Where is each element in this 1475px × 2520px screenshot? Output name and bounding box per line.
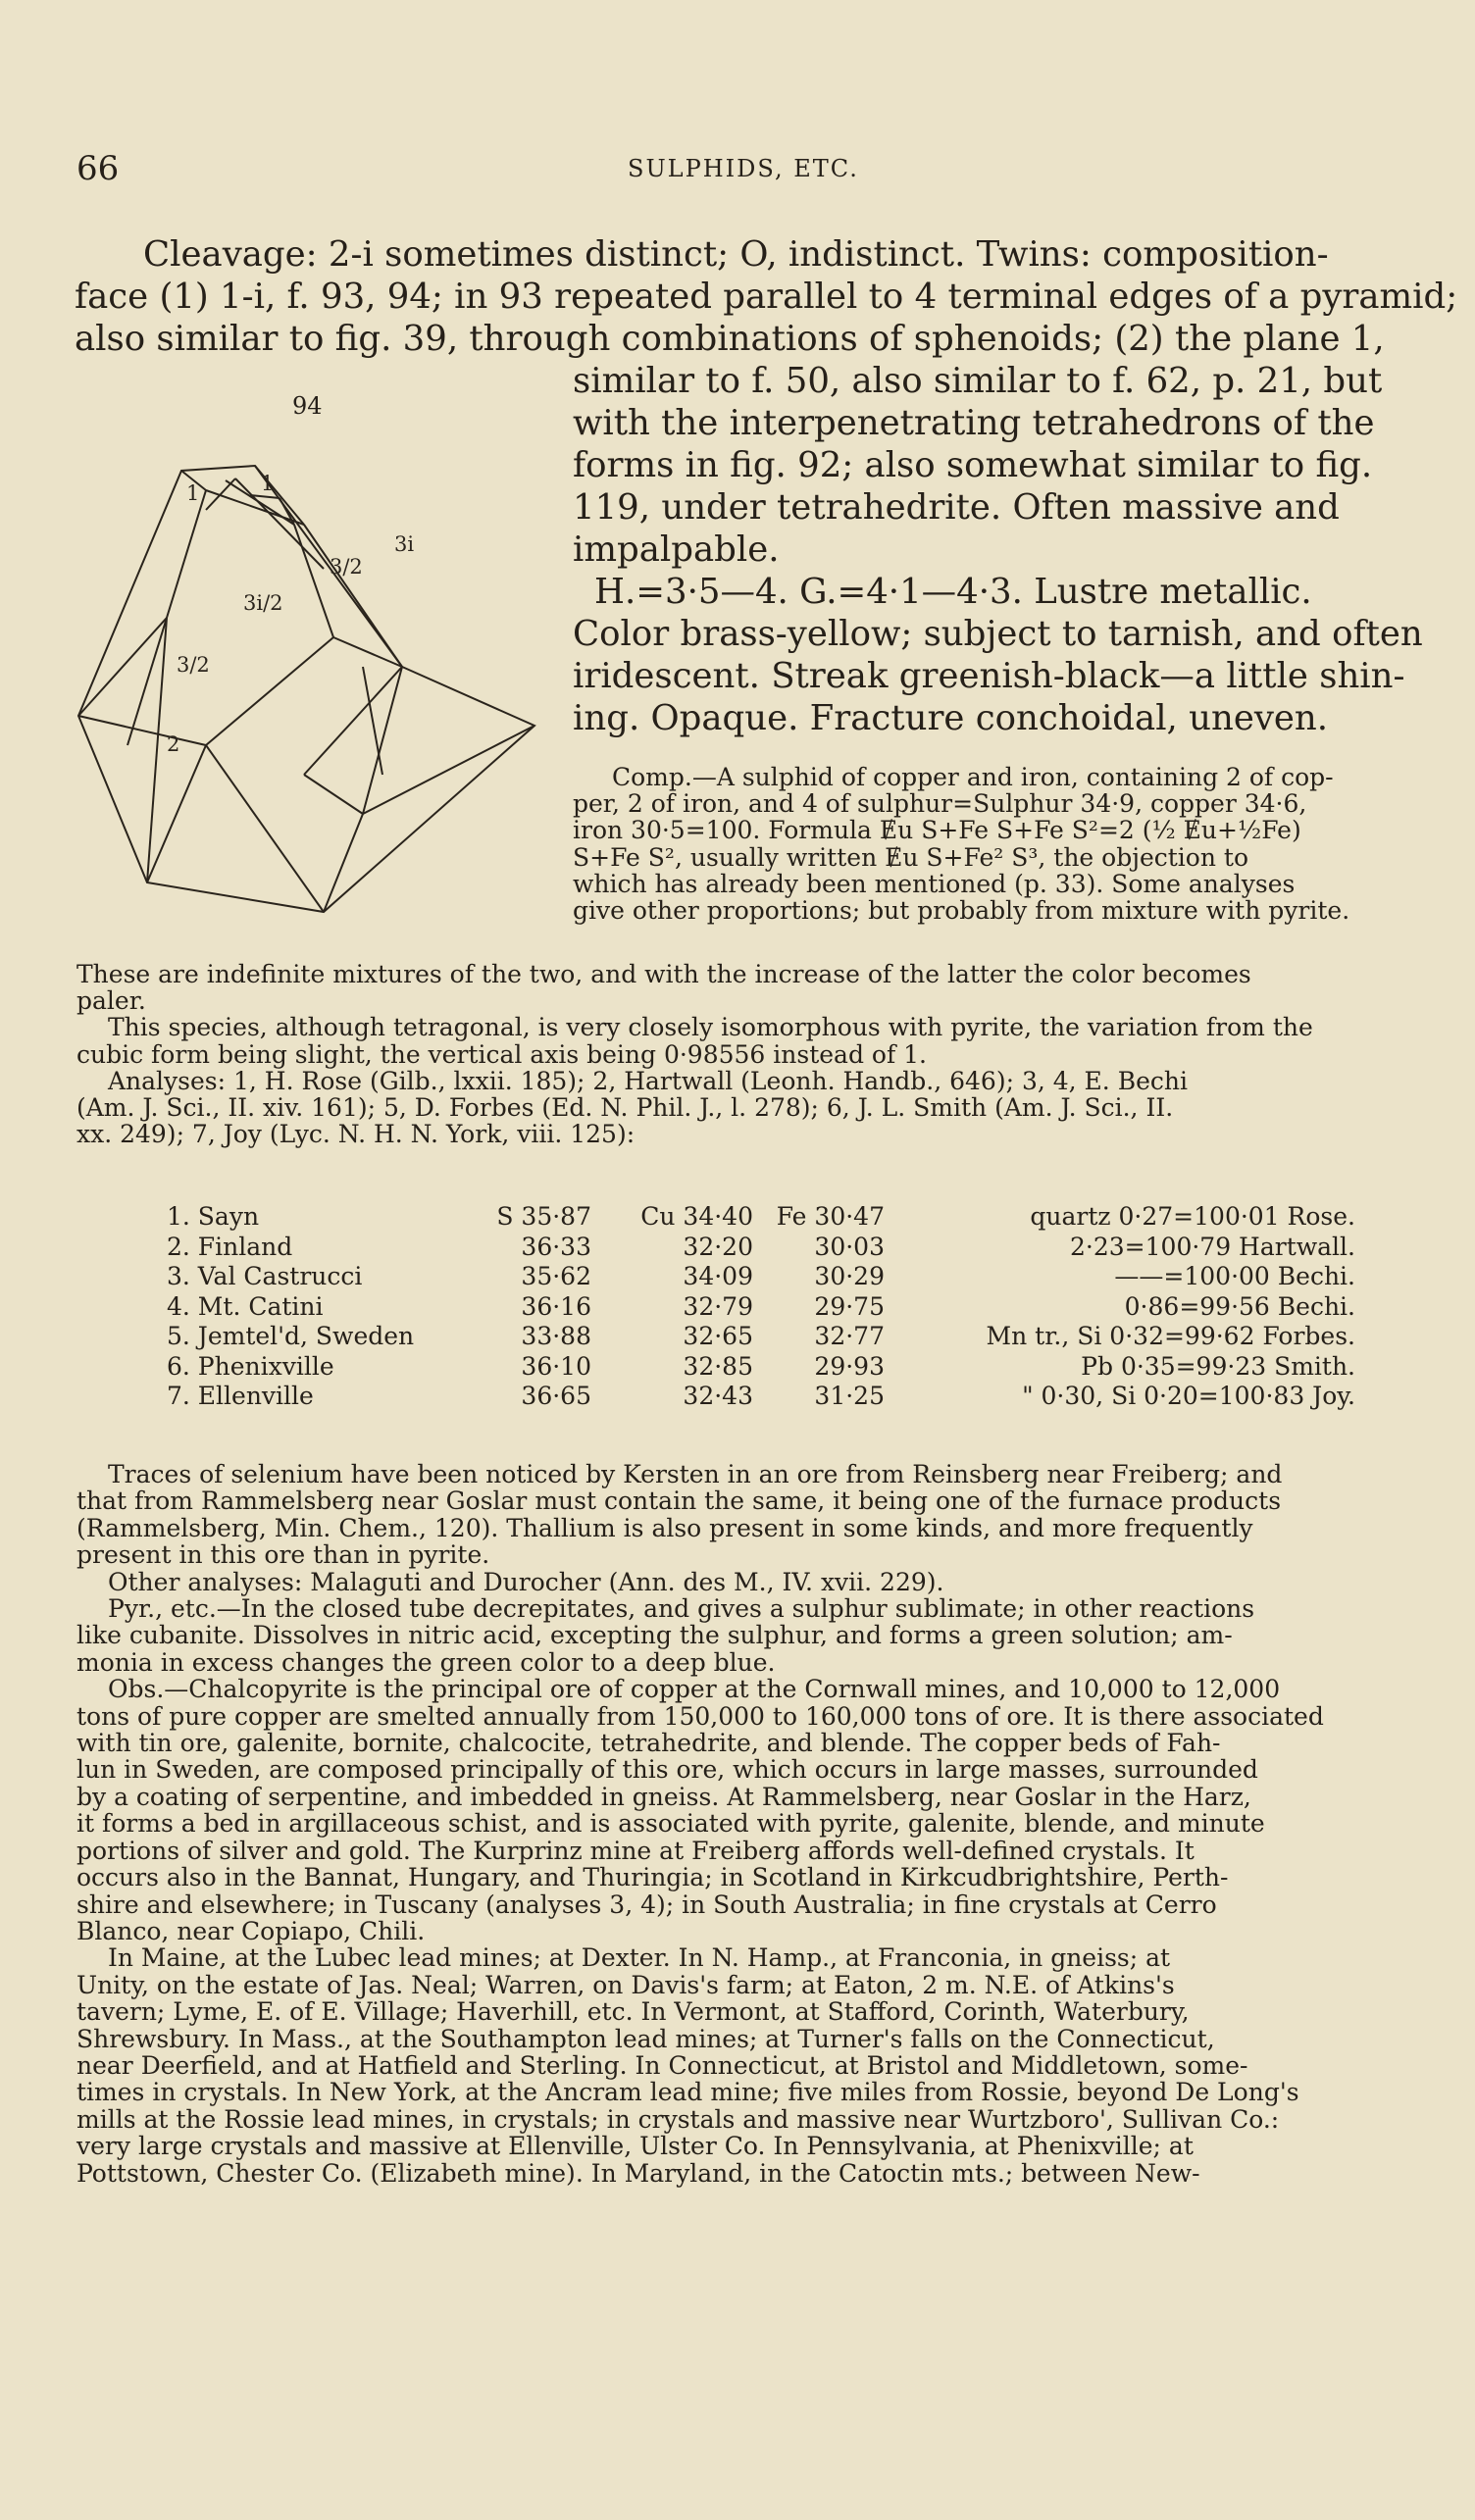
text-line: 119, under tetrahedrite. Often massive and: [573, 487, 1340, 528]
text-line: Shrewsbury. In Mass., at the Southampton lead mines; at Turner's falls on the Connecticut,: [76, 2024, 1215, 2053]
crystal-figure-94: [69, 422, 559, 971]
analysis-locality: 1. Sayn: [167, 1202, 260, 1231]
text-line: near Deerfield, and at Hatfield and Sterling. In Connecticut, at Bristol and Middletown, some-: [76, 2050, 1248, 2080]
text-line: per, 2 of iron, and 4 of sulphur=Sulphur 34·9, copper 34·6,: [573, 789, 1307, 819]
crystal-outline: [78, 466, 534, 912]
crystal-edge: [206, 637, 333, 745]
text-line: cubic form being slight, the vertical axis being 0·98556 instead of 1.: [76, 1039, 927, 1069]
sulphur-value: 36·65: [521, 1382, 591, 1410]
table-row: [167, 1382, 1355, 1412]
text-line: that from Rammelsberg near Goslar must contain the same, it being one of the furnace products: [76, 1487, 1282, 1516]
crystal-edge: [127, 618, 167, 745]
text-line: mills at the Rossie lead mines, in crystals; in crystals and massive near Wurtzboro', Sullivan Co.:: [76, 2104, 1280, 2134]
text-line: with the interpenetrating tetrahedrons of the: [573, 403, 1375, 443]
text-line: tavern; Lyme, E. of E. Village; Haverhill, etc. In Vermont, at Stafford, Corinth, Waterbury,: [76, 1997, 1190, 2027]
face-label: 3i/2: [243, 591, 283, 615]
text-line: This species, although tetragonal, is very closely isomorphous with pyrite, the variation from the: [108, 1013, 1313, 1042]
face-label: 3/2: [177, 653, 210, 677]
text-line: Unity, on the estate of Jas. Neal; Warren, on Davis's farm; at Eaton, 2 m. N.E. of Atkins's: [76, 1970, 1175, 1999]
sulphur-value: 35·62: [521, 1262, 591, 1290]
analysis-locality: 7. Ellenville: [167, 1382, 314, 1410]
text-line: iridescent. Streak greenish-black—a little shin-: [573, 656, 1405, 696]
text-line: xx. 249); 7, Joy (Lyc. N. H. N. York, viii. 125):: [76, 1120, 636, 1149]
remainder-and-analyst: Pb 0·35=99·23 Smith.: [1081, 1351, 1355, 1381]
crystal-edge: [206, 479, 235, 510]
sulphur-value: 36·16: [521, 1291, 591, 1321]
text-line: Cleavage: 2-i sometimes distinct; O, indistinct. Twins: composition-: [143, 234, 1329, 275]
text-line: Pyr., etc.—In the closed tube decrepitates, and gives a sulphur sublimate; in other reactions: [108, 1594, 1255, 1624]
text-line: S+Fe S², usually written Ɇu S+Fe² S³, the objection to: [573, 842, 1249, 872]
table-row: [167, 1322, 1355, 1352]
analysis-locality: 3. Val Castrucci: [167, 1262, 363, 1290]
analysis-locality: 6. Phenixville: [167, 1351, 334, 1381]
cleavage-paragraph: [75, 233, 1458, 360]
crystal-edge: [324, 814, 363, 912]
face-label: 2: [167, 732, 180, 756]
running-head: SULPHIDS, ETC.: [628, 155, 859, 182]
crystal-edge: [363, 667, 382, 775]
remainder-and-analyst: ——=100·00 Bechi.: [1114, 1262, 1355, 1290]
analyses-table: [167, 1202, 1355, 1412]
page-number: 66: [76, 149, 120, 188]
text-line: Color brass-yellow; subject to tarnish, and often: [573, 614, 1423, 654]
text-line: Pottstown, Chester Co. (Elizabeth mine). In Maryland, in the Catoctin mts.; between New-: [76, 2158, 1200, 2188]
lower-paragraphs: [76, 1461, 1324, 2187]
iron-value: 29·93: [814, 1351, 885, 1381]
text-line: present in this ore than in pyrite.: [76, 1540, 490, 1570]
figure-number: 94: [292, 392, 323, 420]
copper-value: Cu 34·40: [640, 1202, 753, 1231]
text-line: Obs.—Chalcopyrite is the principal ore of copper at the Cornwall mines, and 10,000 to 12,000: [108, 1675, 1281, 1704]
copper-value: 32·85: [683, 1351, 753, 1381]
text-line: also similar to fig. 39, through combinations of sphenoids; (2) the plane 1,: [75, 319, 1385, 359]
crystal-edge: [206, 745, 324, 912]
text-line: lun in Sweden, are composed principally of this ore, which occurs in large masses, surrounded: [76, 1755, 1258, 1785]
remainder-and-analyst: 2·23=100·79 Hartwall.: [1070, 1232, 1355, 1261]
table-row: [167, 1352, 1355, 1383]
text-line: shire and elsewhere; in Tuscany (analyses 3, 4); in South Australia; in fine crystals at Cerro: [76, 1890, 1217, 1919]
table-row: [167, 1233, 1355, 1263]
text-line: In Maine, at the Lubec lead mines; at Dexter. In N. Hamp., at Franconia, in gneiss; at: [108, 1943, 1171, 1973]
composition-paragraph: [573, 764, 1349, 924]
text-line: by a coating of serpentine, and imbedded in gneiss. At Rammelsberg, near Goslar in the Harz,: [76, 1782, 1251, 1811]
text-line: times in crystals. In New York, at the Ancram lead mine; five miles from Rossie, beyond De Long's: [76, 2078, 1299, 2107]
remainder-and-analyst: 0·86=99·56 Bechi.: [1124, 1291, 1355, 1321]
text-line: Comp.—A sulphid of copper and iron, containing 2 of cop-: [612, 763, 1334, 791]
remainder-and-analyst: quartz 0·27=100·01 Rose.: [1030, 1202, 1355, 1231]
iron-value: 31·25: [814, 1382, 885, 1410]
face-label: 3/2: [330, 555, 363, 579]
text-line: similar to f. 50, also similar to f. 62, p. 21, but: [573, 361, 1383, 401]
table-row: [167, 1262, 1355, 1292]
crystal-edge: [294, 525, 333, 637]
copper-value: 32·65: [683, 1322, 753, 1350]
text-line: give other proportions; but probably from mixture with pyrite.: [573, 896, 1350, 926]
table-row: [167, 1292, 1355, 1323]
iron-value: Fe 30·47: [776, 1202, 885, 1231]
copper-value: 32·20: [683, 1232, 753, 1261]
text-line: forms in fig. 92; also somewhat similar to fig.: [573, 445, 1373, 485]
iron-value: 29·75: [814, 1291, 885, 1321]
text-line: monia in excess changes the green color to a deep blue.: [76, 1647, 776, 1677]
sulphur-value: 36·33: [521, 1232, 591, 1261]
text-line: Traces of selenium have been noticed by Kersten in an ore from Reinsberg near Freiberg; and: [108, 1460, 1283, 1488]
analysis-locality: 2. Finland: [167, 1232, 293, 1261]
sulphur-value: 33·88: [521, 1322, 591, 1350]
copper-value: 34·09: [683, 1262, 753, 1290]
text-line: impalpable.: [573, 529, 780, 570]
text-line: face (1) 1-i, f. 93, 94; in 93 repeated parallel to 4 terminal edges of a pyramid;: [75, 277, 1458, 317]
crystal-edge: [304, 775, 363, 814]
iron-value: 30·03: [814, 1232, 885, 1261]
text-line: portions of silver and gold. The Kurprinz mine at Freiberg affords well-defined crystals. It: [76, 1836, 1195, 1865]
face-label: 3i: [394, 532, 415, 556]
remainder-and-analyst: Mn tr., Si 0·32=99·62 Forbes.: [986, 1322, 1355, 1350]
text-line: like cubanite. Dissolves in nitric acid, excepting the sulphur, and forms a green solution; am-: [76, 1621, 1233, 1650]
face-label: 1: [261, 472, 275, 495]
crystal-edge: [167, 490, 206, 618]
text-line: Analyses: 1, H. Rose (Gilb., lxxii. 185); 2, Hartwall (Leonh. Handb., 646); 3, 4, E. Bechi: [108, 1066, 1188, 1095]
face-label: 1: [186, 481, 200, 505]
text-line: iron 30·5=100. Formula Ɇu S+Fe S+Fe S²=2 (½ Ɇu+½Fe): [573, 816, 1301, 845]
text-line: with tin ore, galenite, bornite, chalcocite, tetrahedrite, and blende. The copper beds of Fah-: [76, 1729, 1221, 1758]
sulphur-value: 36·10: [521, 1351, 591, 1381]
text-line: tons of pure copper are smelted annually from 150,000 to 160,000 tons of ore. It is there associated: [76, 1701, 1324, 1731]
text-line: paler.: [76, 986, 146, 1016]
text-line: (Am. J. Sci., II. xiv. 161); 5, D. Forbes (Ed. N. Phil. J., l. 278); 6, J. L. Smith (Am. J. Sci., II.: [76, 1093, 1174, 1123]
text-line: Other analyses: Malaguti and Durocher (Ann. des M., IV. xvii. 229).: [108, 1567, 944, 1596]
crystal-edge: [235, 479, 324, 569]
text-line: ing. Opaque. Fracture conchoidal, uneven.: [573, 698, 1329, 738]
remainder-and-analyst: " 0·30, Si 0·20=100·83 Joy.: [1022, 1382, 1355, 1410]
sulphur-value: S 35·87: [496, 1202, 591, 1231]
text-line: (Rammelsberg, Min. Chem., 120). Thallium is also present in some kinds, and more frequently: [76, 1513, 1253, 1542]
analysis-locality: 4. Mt. Catini: [167, 1291, 324, 1321]
iron-value: 32·77: [814, 1322, 885, 1350]
table-row: [167, 1202, 1355, 1233]
copper-value: 32·43: [683, 1382, 753, 1410]
text-line: These are indefinite mixtures of the two, and with the increase of the latter the color becomes: [76, 960, 1251, 988]
text-line: Blanco, near Copiapo, Chili.: [76, 1916, 426, 1945]
crystal-edge: [78, 618, 167, 716]
text-line: very large crystals and massive at Ellenville, Ulster Co. In Pennsylvania, at Phenixville; at: [76, 2132, 1194, 2161]
mixture-paragraph: [76, 961, 1313, 1147]
iron-value: 30·29: [814, 1262, 885, 1290]
analysis-locality: 5. Jemtel'd, Sweden: [167, 1322, 415, 1350]
copper-value: 32·79: [683, 1291, 753, 1321]
crystal-edge: [78, 716, 206, 745]
text-line: occurs also in the Bannat, Hungary, and Thuringia; in Scotland in Kirkcudbrightshire, Perth-: [76, 1863, 1229, 1892]
text-line: H.=3·5—4. G.=4·1—4·3. Lustre metallic.: [594, 572, 1312, 612]
description-paragraph: [573, 360, 1423, 739]
text-line: which has already been mentioned (p. 33). Some analyses: [573, 869, 1296, 898]
text-line: it forms a bed in argillaceous schist, and is associated with pyrite, galenite, blende, and minute: [76, 1809, 1265, 1839]
